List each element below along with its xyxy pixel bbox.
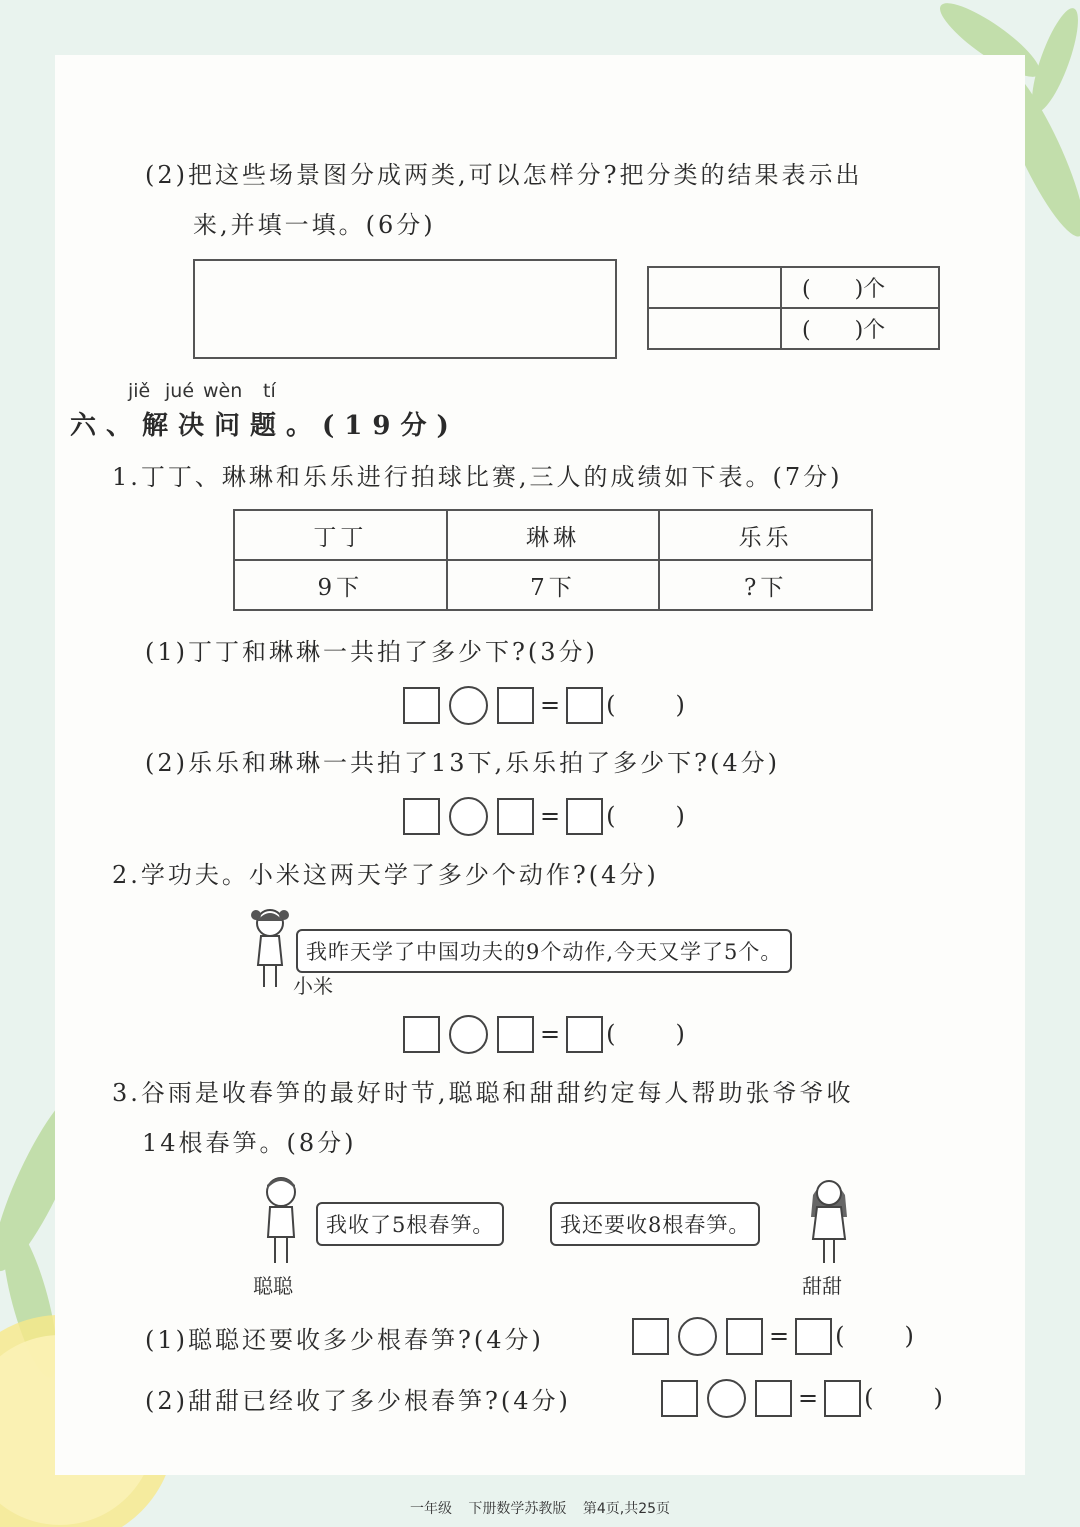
answer-box[interactable] [795,1318,832,1355]
class-name-cell-1[interactable] [648,267,781,308]
table-row [648,267,939,308]
class-count-cell-2[interactable]: ( )个 [781,308,939,349]
name-xiaomi: 小米 [293,974,333,998]
speech-bubble-xiaomi: 我昨天学了中国功夫的9个动作,今天又学了5个。 [296,929,792,973]
header-linlin: 琳琳 [447,510,660,560]
class-count-cell-1[interactable]: ( )个 [781,267,939,308]
answer-box[interactable] [403,1016,440,1053]
unit-parentheses[interactable]: () [864,1384,1003,1412]
equation-row [661,1378,1003,1418]
question-1-sub-2: (2)乐乐和琳琳一共拍了13下,乐乐拍了多少下?(4分) [145,749,781,777]
equation-row [403,796,745,836]
name-tiantian: 甜甜 [802,1274,842,1298]
footer-edition: 下册数学苏教版 [468,1501,567,1517]
unit-parentheses[interactable]: () [835,1322,974,1350]
equals-sign: = [540,1020,561,1048]
value-dingding: 9下 [234,560,447,610]
name-congcong: 聪聪 [253,1274,293,1298]
equation-row [403,1014,745,1054]
classification-drawing-box[interactable] [193,259,617,359]
question-3-line2: 14根春笋。(8分) [142,1129,357,1157]
section-6-title: 六、解决问题。(19分) [70,411,459,441]
answer-box[interactable] [403,687,440,724]
girl-xiaomi-icon [248,905,292,993]
question-3-sub-1: (1)聪聪还要收多少根春笋?(4分) [145,1326,544,1354]
pinyin-1: jiě [128,380,151,402]
header-lele: 乐乐 [659,510,872,560]
footer-grade: 一年级 [409,1501,452,1517]
equation-row [632,1316,974,1356]
speech-bubble-congcong: 我收了5根春笋。 [316,1202,504,1246]
question-2-text: 2.学功夫。小米这两天学了多少个动作?(4分) [112,861,659,889]
operator-circle[interactable] [449,686,488,725]
question-3-line1: 3.谷雨是收春笋的最好时节,聪聪和甜甜约定每人帮助张爷爷收 [112,1079,854,1107]
equals-sign: = [798,1384,819,1412]
equation-row [403,685,745,725]
operator-circle[interactable] [449,1015,488,1054]
table-row [648,308,939,349]
answer-box[interactable] [566,1016,603,1053]
unit-parentheses[interactable]: () [606,691,745,719]
answer-box[interactable] [497,798,534,835]
value-lele: ?下 [659,560,872,610]
equals-sign: = [769,1322,790,1350]
answer-box[interactable] [726,1318,763,1355]
part5-question-2-line1: (2)把这些场景图分成两类,可以怎样分?把分类的结果表示出 [145,161,863,189]
pinyin-3: wèn [203,380,243,402]
equals-sign: = [540,691,561,719]
answer-box[interactable] [566,687,603,724]
equals-sign: = [540,802,561,830]
table-row [234,510,872,560]
answer-box[interactable] [497,1016,534,1053]
classification-table [647,266,940,350]
value-linlin: 7下 [447,560,660,610]
pinyin-4: tí [263,380,276,402]
answer-box[interactable] [632,1318,669,1355]
unit-parentheses[interactable]: () [606,802,745,830]
speech-bubble-tiantian: 我还要收8根春笋。 [550,1202,760,1246]
answer-box[interactable] [824,1380,861,1417]
table-row [234,560,872,610]
answer-box[interactable] [755,1380,792,1417]
question-3-sub-2: (2)甜甜已经收了多少根春笋?(4分) [145,1387,571,1415]
girl-tiantian-icon [805,1173,853,1269]
page-footer [0,1498,1080,1518]
part5-question-2-line2: 来,并填一填。(6分) [193,211,436,239]
operator-circle[interactable] [678,1317,717,1356]
footer-page-number: 第4页,共25页 [582,1501,671,1517]
operator-circle[interactable] [707,1379,746,1418]
answer-box[interactable] [661,1380,698,1417]
answer-box[interactable] [403,798,440,835]
boy-congcong-icon [258,1173,304,1269]
header-dingding: 丁丁 [234,510,447,560]
answer-box[interactable] [566,798,603,835]
question-1-sub-1: (1)丁丁和琳琳一共拍了多少下?(3分) [145,638,598,666]
operator-circle[interactable] [449,797,488,836]
unit-parentheses[interactable]: () [606,1020,745,1048]
class-name-cell-2[interactable] [648,308,781,349]
answer-box[interactable] [497,687,534,724]
pinyin-2: jué [165,380,195,402]
score-table [233,509,873,611]
question-1-text: 1.丁丁、琳琳和乐乐进行拍球比赛,三人的成绩如下表。(7分) [112,463,843,491]
